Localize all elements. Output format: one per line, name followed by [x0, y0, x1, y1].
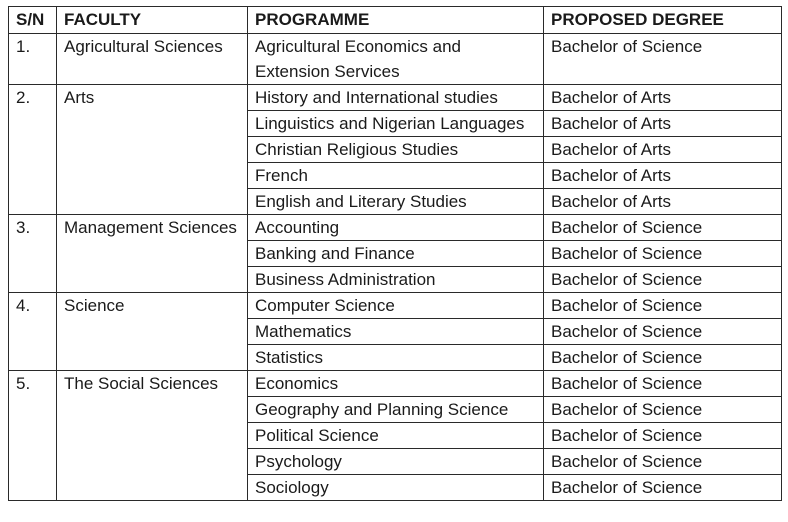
table-row: [9, 293, 782, 319]
degree-cell: Bachelor of Science: [544, 267, 782, 293]
degree-cell: Bachelor of Arts: [544, 189, 782, 215]
programme-cell: History and International studies: [248, 85, 544, 111]
sn-cell: 4.: [9, 293, 57, 371]
table-row: [9, 34, 782, 85]
faculty-cell: Science: [57, 293, 248, 371]
degree-cell: Bachelor of Science: [544, 215, 782, 241]
degree-cell: Bachelor of Science: [544, 345, 782, 371]
faculty-cell: The Social Sciences: [57, 371, 248, 501]
sn-cell: 1.: [9, 34, 57, 85]
programme-cell: Psychology: [248, 449, 544, 475]
programme-cell: French: [248, 163, 544, 189]
faculty-cell: Agricultural Sciences: [57, 34, 248, 85]
degree-cell: Bachelor of Science: [544, 449, 782, 475]
degree-cell: Bachelor of Science: [544, 293, 782, 319]
programme-cell: Business Administration: [248, 267, 544, 293]
sn-cell: 5.: [9, 371, 57, 501]
header-programme: PROGRAMME: [248, 7, 544, 34]
programmes-table: [8, 6, 782, 501]
header-faculty: FACULTY: [57, 7, 248, 34]
degree-cell: Bachelor of Science: [544, 423, 782, 449]
programme-cell: Statistics: [248, 345, 544, 371]
programme-cell: Computer Science: [248, 293, 544, 319]
programme-cell: Banking and Finance: [248, 241, 544, 267]
programme-cell: Linguistics and Nigerian Languages: [248, 111, 544, 137]
faculty-cell: Management Sciences: [57, 215, 248, 293]
degree-cell: Bachelor of Arts: [544, 163, 782, 189]
degree-cell: Bachelor of Science: [544, 371, 782, 397]
programme-cell: Economics: [248, 371, 544, 397]
header-proposed-degree: PROPOSED DEGREE: [544, 7, 782, 34]
table-row: [9, 371, 782, 397]
sn-cell: 3.: [9, 215, 57, 293]
programme-cell: Christian Religious Studies: [248, 137, 544, 163]
programme-cell: Mathematics: [248, 319, 544, 345]
cropped-heading: [10, 0, 170, 3]
degree-cell: Bachelor of Science: [544, 475, 782, 501]
table-header-row: [9, 7, 782, 34]
table-row: [9, 215, 782, 241]
degree-cell: Bachelor of Science: [544, 319, 782, 345]
programme-cell: Political Science: [248, 423, 544, 449]
degree-cell: Bachelor of Arts: [544, 111, 782, 137]
programme-cell: Sociology: [248, 475, 544, 501]
programme-cell: Geography and Planning Science: [248, 397, 544, 423]
faculty-cell: Arts: [57, 85, 248, 215]
degree-cell: Bachelor of Arts: [544, 85, 782, 111]
degree-cell: Bachelor of Arts: [544, 137, 782, 163]
sn-cell: 2.: [9, 85, 57, 215]
programme-cell: Agricultural Economics and Extension Services: [248, 34, 544, 85]
table-row: [9, 85, 782, 111]
degree-cell: Bachelor of Science: [544, 34, 782, 85]
header-sn: S/N: [9, 7, 57, 34]
degree-cell: Bachelor of Science: [544, 397, 782, 423]
programme-cell: Accounting: [248, 215, 544, 241]
programme-cell: English and Literary Studies: [248, 189, 544, 215]
degree-cell: Bachelor of Science: [544, 241, 782, 267]
